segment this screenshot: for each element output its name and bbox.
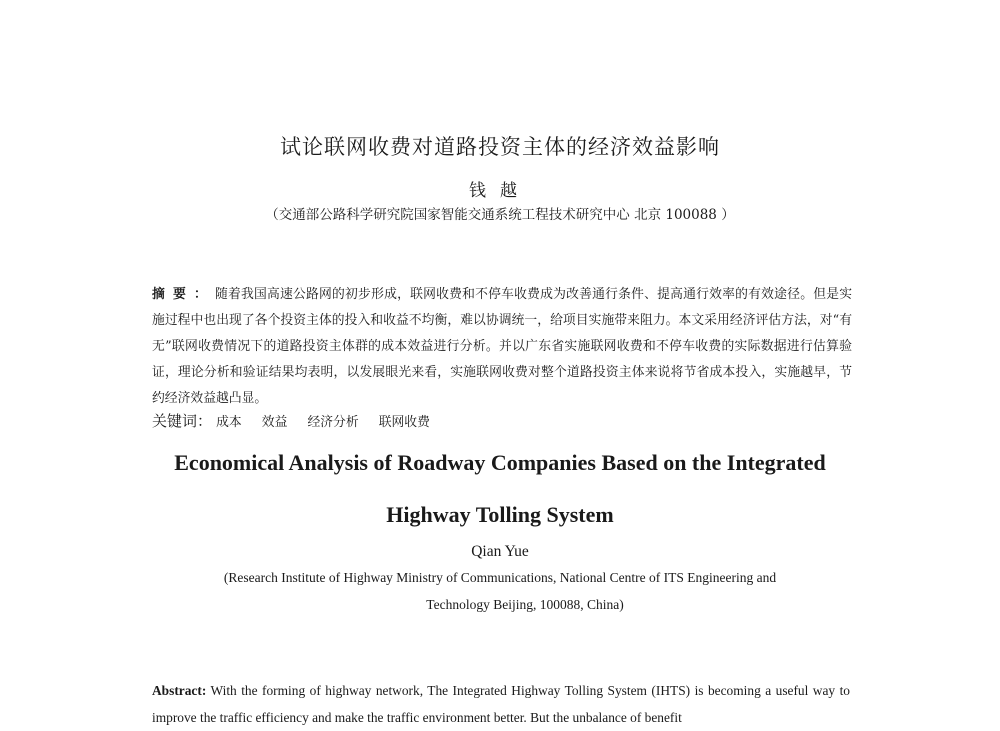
chinese-keywords [152, 410, 852, 431]
keyword: 联网收费 [378, 415, 430, 430]
english-abstract-label: Abstract: [152, 683, 207, 698]
english-affiliation-line-1: (Research Institute of Highway Ministry of Communications, National Centre of ITS Engineering and [223, 570, 777, 585]
english-title-line-2: Highway Tolling System [386, 502, 614, 527]
chinese-abstract-label: 摘要： [152, 287, 216, 302]
keyword: 效益 [261, 415, 288, 430]
english-affiliation-line-2: Technology Beijing, 100088, China) [426, 597, 624, 612]
english-author: Qian Yue [471, 543, 529, 560]
chinese-abstract [152, 282, 852, 412]
english-title-line-1: Economical Analysis of Roadway Companies Based on the Integrated [174, 450, 826, 475]
chinese-abstract-text: 随着我国高速公路网的初步形成，联网收费和不停车收费成为改善通行条件、提高通行效率的有效途径。但是实施过程中也出现了各个投资主体的投入和收益不均衡，难以协调统一，给项目实施带来阻力。本文采用经济评估方法，对“有无”联网收费情况下的道路投资主体群的成本效益进行分析。并以广东省实施联网收费和不停车收费的实际数据进行估算验证，理论分析和验证结果均表明，以发展眼光来看，实施联网收费对整个道路投资主体来说将节省成本投入，实施越早，节约经济效益越凸显。 [152, 287, 853, 406]
chinese-author: 钱越 [469, 181, 531, 201]
keyword: 经济分析 [307, 415, 359, 430]
chinese-affiliation: （交通部公路科学研究院国家智能交通系统工程技术研究中心 北京 100088 ） [265, 207, 735, 223]
english-abstract [152, 677, 850, 731]
keyword: 成本 [216, 415, 242, 430]
chinese-title: 试论联网收费对道路投资主体的经济效益影响 [280, 135, 720, 159]
english-abstract-text: With the forming of highway network, The Integrated Highway Tolling System (IHTS) is becoming a useful way to improve the traffic efficiency and make the traffic environment better. But the unbalance of benefit [152, 683, 850, 725]
chinese-keywords-label: 关键词： [152, 412, 213, 430]
